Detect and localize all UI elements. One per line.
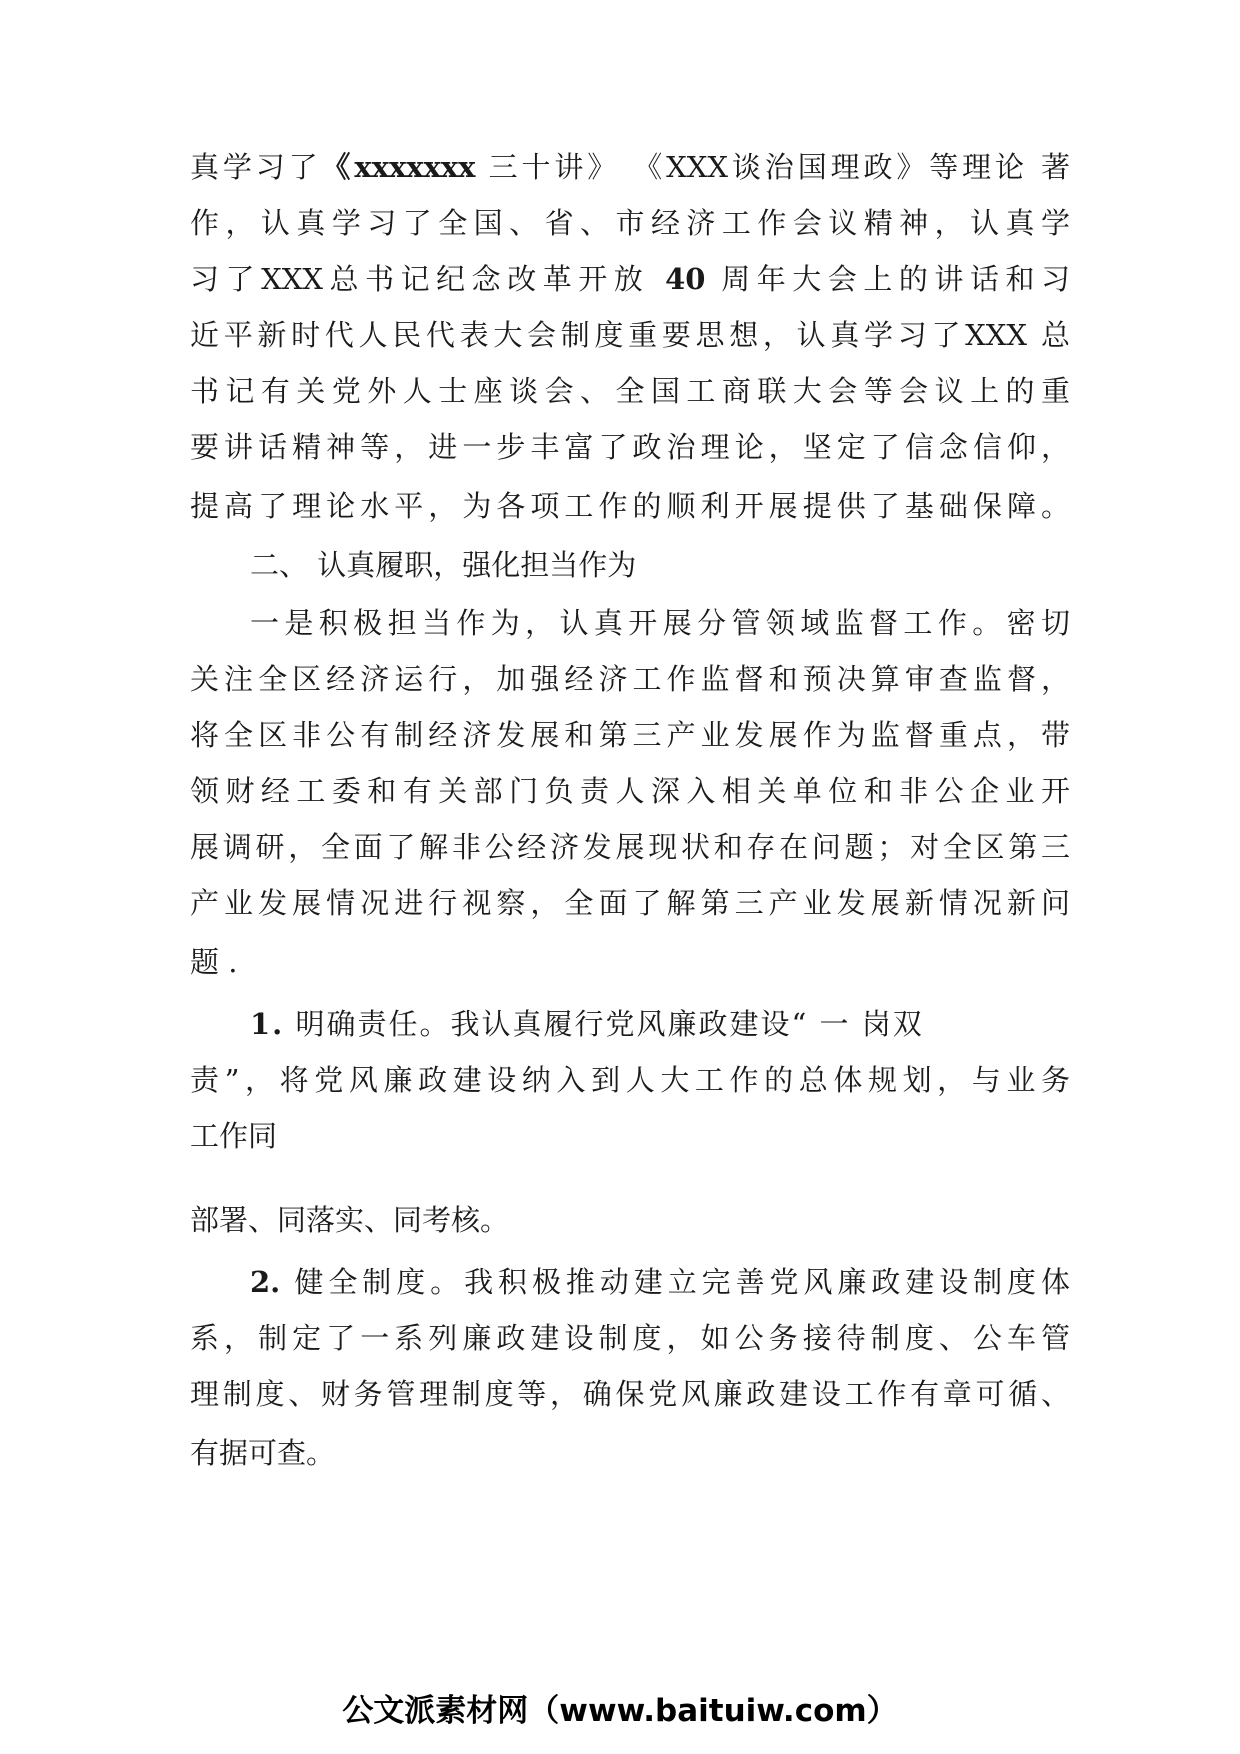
text-line-15 — [190, 942, 1070, 982]
text-segment: 真学习了 — [190, 150, 322, 184]
section-heading — [250, 545, 1070, 585]
text-segment: 二、 认真履职，强化担当作为 — [250, 548, 637, 582]
text-segment: 责”，将党风廉政建设纳入到人大工作的总体规划，与业务 — [190, 1063, 1070, 1097]
item-2-heading — [250, 1262, 1070, 1302]
text-segment: 周年大会上的讲话和习 — [705, 262, 1070, 296]
text-line-5 — [190, 371, 1070, 411]
text-line-21 — [190, 1318, 1070, 1358]
footer-watermark: 公文派素材网（www.baituiw.com） — [342, 1693, 898, 1729]
text-segment: 1. — [250, 1007, 285, 1041]
text-segment: 书记有关党外人士座谈会、全国工商联大会等会议上的重 — [190, 374, 1070, 408]
text-line-14 — [190, 883, 1070, 923]
text-segment: 提高了理论水平，为各项工作的顺利开展提供了基础保障。 — [190, 489, 1070, 523]
text-segment: 产业发展情况进行视察，全面了解第三产业发展新情况新问 — [190, 886, 1070, 920]
text-segment: 将全区非公有制经济发展和第三产业发展作为监督重点，带 — [190, 718, 1070, 752]
text-line-17 — [190, 1060, 1070, 1100]
text-segment: 一是积极担当作为，认真开展分管领域监督工作。密切 — [250, 606, 1070, 640]
text-line-9 — [250, 603, 1070, 643]
item-1-heading — [250, 1004, 990, 1044]
text-segment: 健全制度。我积极推动建立完善党风廉政建设制度体 — [280, 1265, 1070, 1299]
text-segment: 明确责任。我认真履行党风廉政建设“ 一 岗双 — [284, 1007, 924, 1041]
text-segment: 关注全区经济运行，加强经济工作监督和预决算审查监督， — [190, 662, 1070, 696]
text-line-22 — [190, 1374, 1070, 1414]
text-segment: 习了XXX总书记纪念改革开放 — [190, 262, 666, 296]
text-segment: 工作同 — [190, 1119, 278, 1153]
text-segment: 题 . — [190, 945, 238, 979]
text-segment: 领财经工委和有关部门负责人深入相关单位和非公企业开 — [190, 774, 1070, 808]
text-segment: 40 — [665, 262, 706, 296]
text-segment: 展调研，全面了解非公经济发展现状和存在问题；对全区第三 — [190, 830, 1070, 864]
text-line-13 — [190, 827, 1070, 867]
text-segment: 近平新时代人民代表大会制度重要思想，认真学习了XXX 总 — [190, 318, 1070, 352]
text-segment: 系，制定了一系列廉政建设制度，如公务接待制度、公车管 — [190, 1321, 1070, 1355]
text-line-7 — [190, 486, 1070, 526]
text-line-23 — [190, 1433, 1070, 1473]
text-segment: 部署、同落实、同考核。 — [190, 1203, 510, 1237]
text-segment: 《xxxxxxx — [321, 150, 476, 184]
text-line-1 — [190, 147, 1070, 187]
text-segment: 2. — [250, 1265, 281, 1299]
text-segment: 要讲话精神等，进一步丰富了政治理论，坚定了信念信仰， — [190, 430, 1070, 464]
text-segment: 有据可查。 — [190, 1436, 336, 1470]
text-line-12 — [190, 771, 1070, 811]
text-line-11 — [190, 715, 1070, 755]
text-segment: 作，认真学习了全国、省、市经济工作会议精神，认真学 — [190, 206, 1070, 240]
text-segment: 理制度、财务管理制度等，确保党风廉政建设工作有章可循、 — [190, 1377, 1070, 1411]
text-line-18 — [190, 1116, 1070, 1156]
text-line-2 — [190, 203, 1070, 243]
text-line-6 — [190, 427, 1070, 467]
text-segment: 三十讲》 《XXX谈治国理政》等理论 著 — [475, 150, 1070, 184]
text-line-4 — [190, 315, 1070, 355]
text-line-3 — [190, 259, 1070, 299]
text-line-10 — [190, 659, 1070, 699]
text-line-19 — [190, 1200, 1070, 1240]
